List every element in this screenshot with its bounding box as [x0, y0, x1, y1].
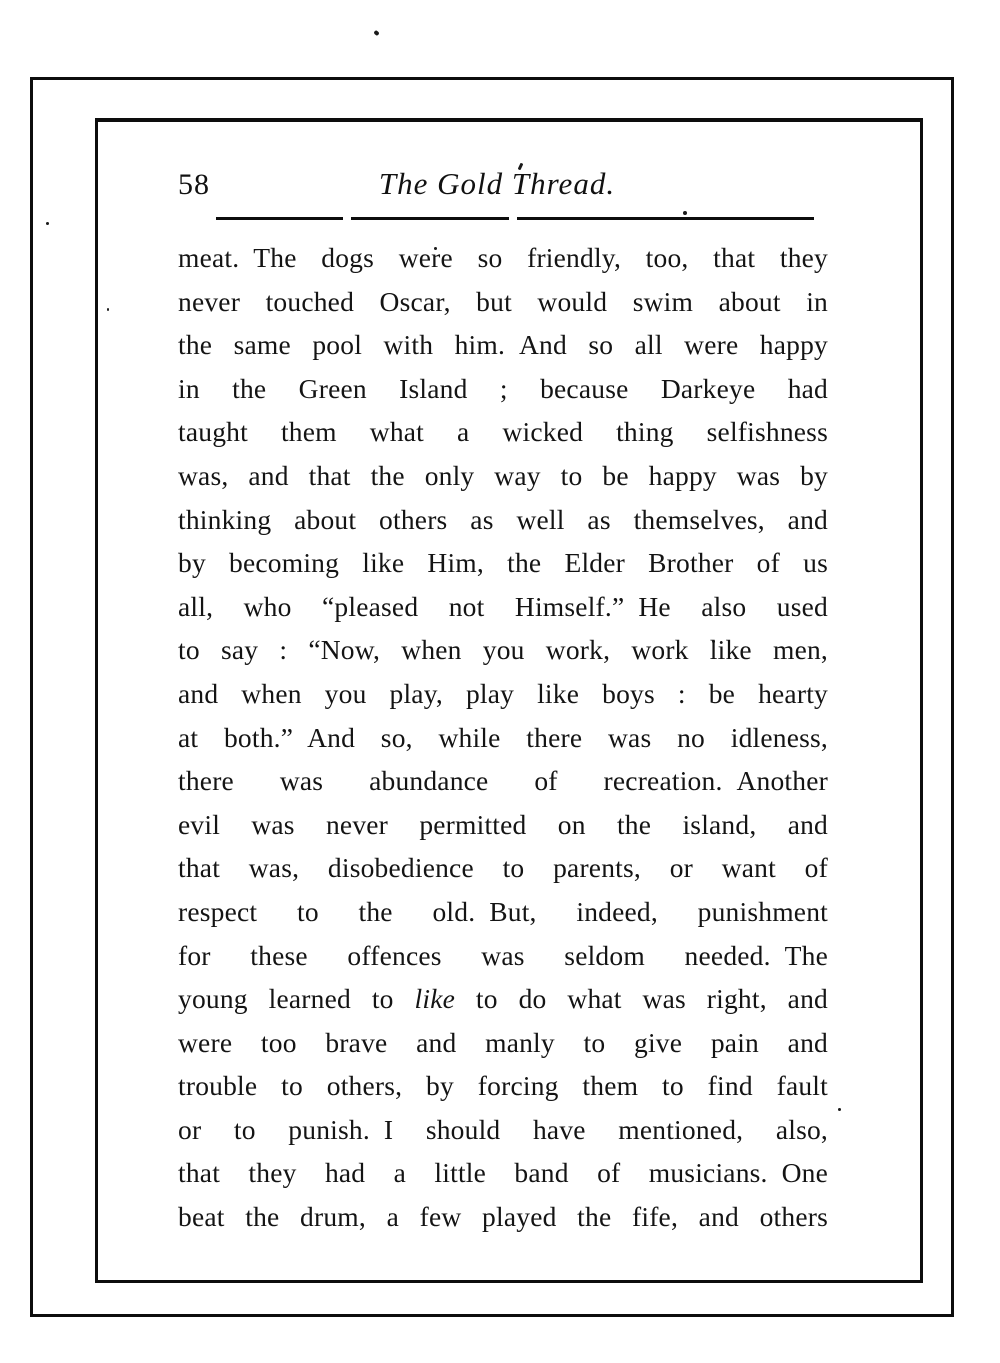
text-line: meat. The dogs were so friendly, too, that they — [178, 242, 828, 273]
rule-segment — [216, 217, 343, 220]
scan-speck — [373, 30, 379, 36]
text-line: by becoming like Him, the Elder Brother of us — [178, 547, 828, 579]
text-line-with-italic — [178, 977, 828, 1021]
rule-segment — [351, 217, 509, 220]
text-line: trouble to others, by forcing them to find fault — [178, 1070, 828, 1102]
text-segment: young learned to — [178, 983, 415, 1015]
text-line: taught them what a wicked thing selfishness — [178, 416, 828, 448]
page-number: 58 — [178, 168, 210, 201]
text-line: in the Green Island ; because Darkeye had — [178, 372, 828, 404]
running-title: The Gold Thread. — [378, 166, 616, 201]
text-line: the same pool with him. And so all were happy — [178, 329, 828, 361]
inner-border-frame — [95, 118, 923, 1283]
rule-segment — [517, 217, 814, 220]
text-line: or to punish. I should have mentioned, also, — [178, 1113, 828, 1145]
text-line: there was abundance of recreation. Another — [178, 765, 828, 797]
text-line: all, who “pleased not Himself.” He also used — [178, 590, 828, 622]
text-segment: to do what was right, and — [455, 983, 828, 1015]
outer-border-frame — [30, 77, 954, 1317]
text-line: that they had a little band of musicians. One — [178, 1157, 828, 1189]
text-line: never touched Oscar, but would swim about in — [178, 285, 828, 317]
page-content — [178, 122, 828, 1280]
page-header — [178, 166, 828, 202]
text-line: respect to the old. But, indeed, punishment — [178, 895, 828, 927]
text-line: for these offences was seldom needed. The — [178, 939, 828, 971]
body-text — [178, 236, 828, 1239]
text-line: thinking about others as well as themselves, and — [178, 503, 828, 535]
text-line: evil was never permitted on the island, and — [178, 808, 828, 840]
text-line: were too brave and manly to give pain and — [178, 1026, 828, 1058]
text-line: and when you play, play like boys : be hearty — [178, 677, 828, 709]
text-line: to say : “Now, when you work, work like men, — [178, 634, 828, 666]
text-line: at both.” And so, while there was no idleness, — [178, 721, 828, 753]
text-line: beat the drum, a few played the fife, and others — [178, 1201, 828, 1233]
italic-word: like — [414, 983, 456, 1015]
text-line: was, and that the only way to be happy was by — [178, 459, 828, 491]
text-line: that was, disobedience to parents, or want of — [178, 852, 828, 884]
header-rule — [216, 217, 814, 220]
